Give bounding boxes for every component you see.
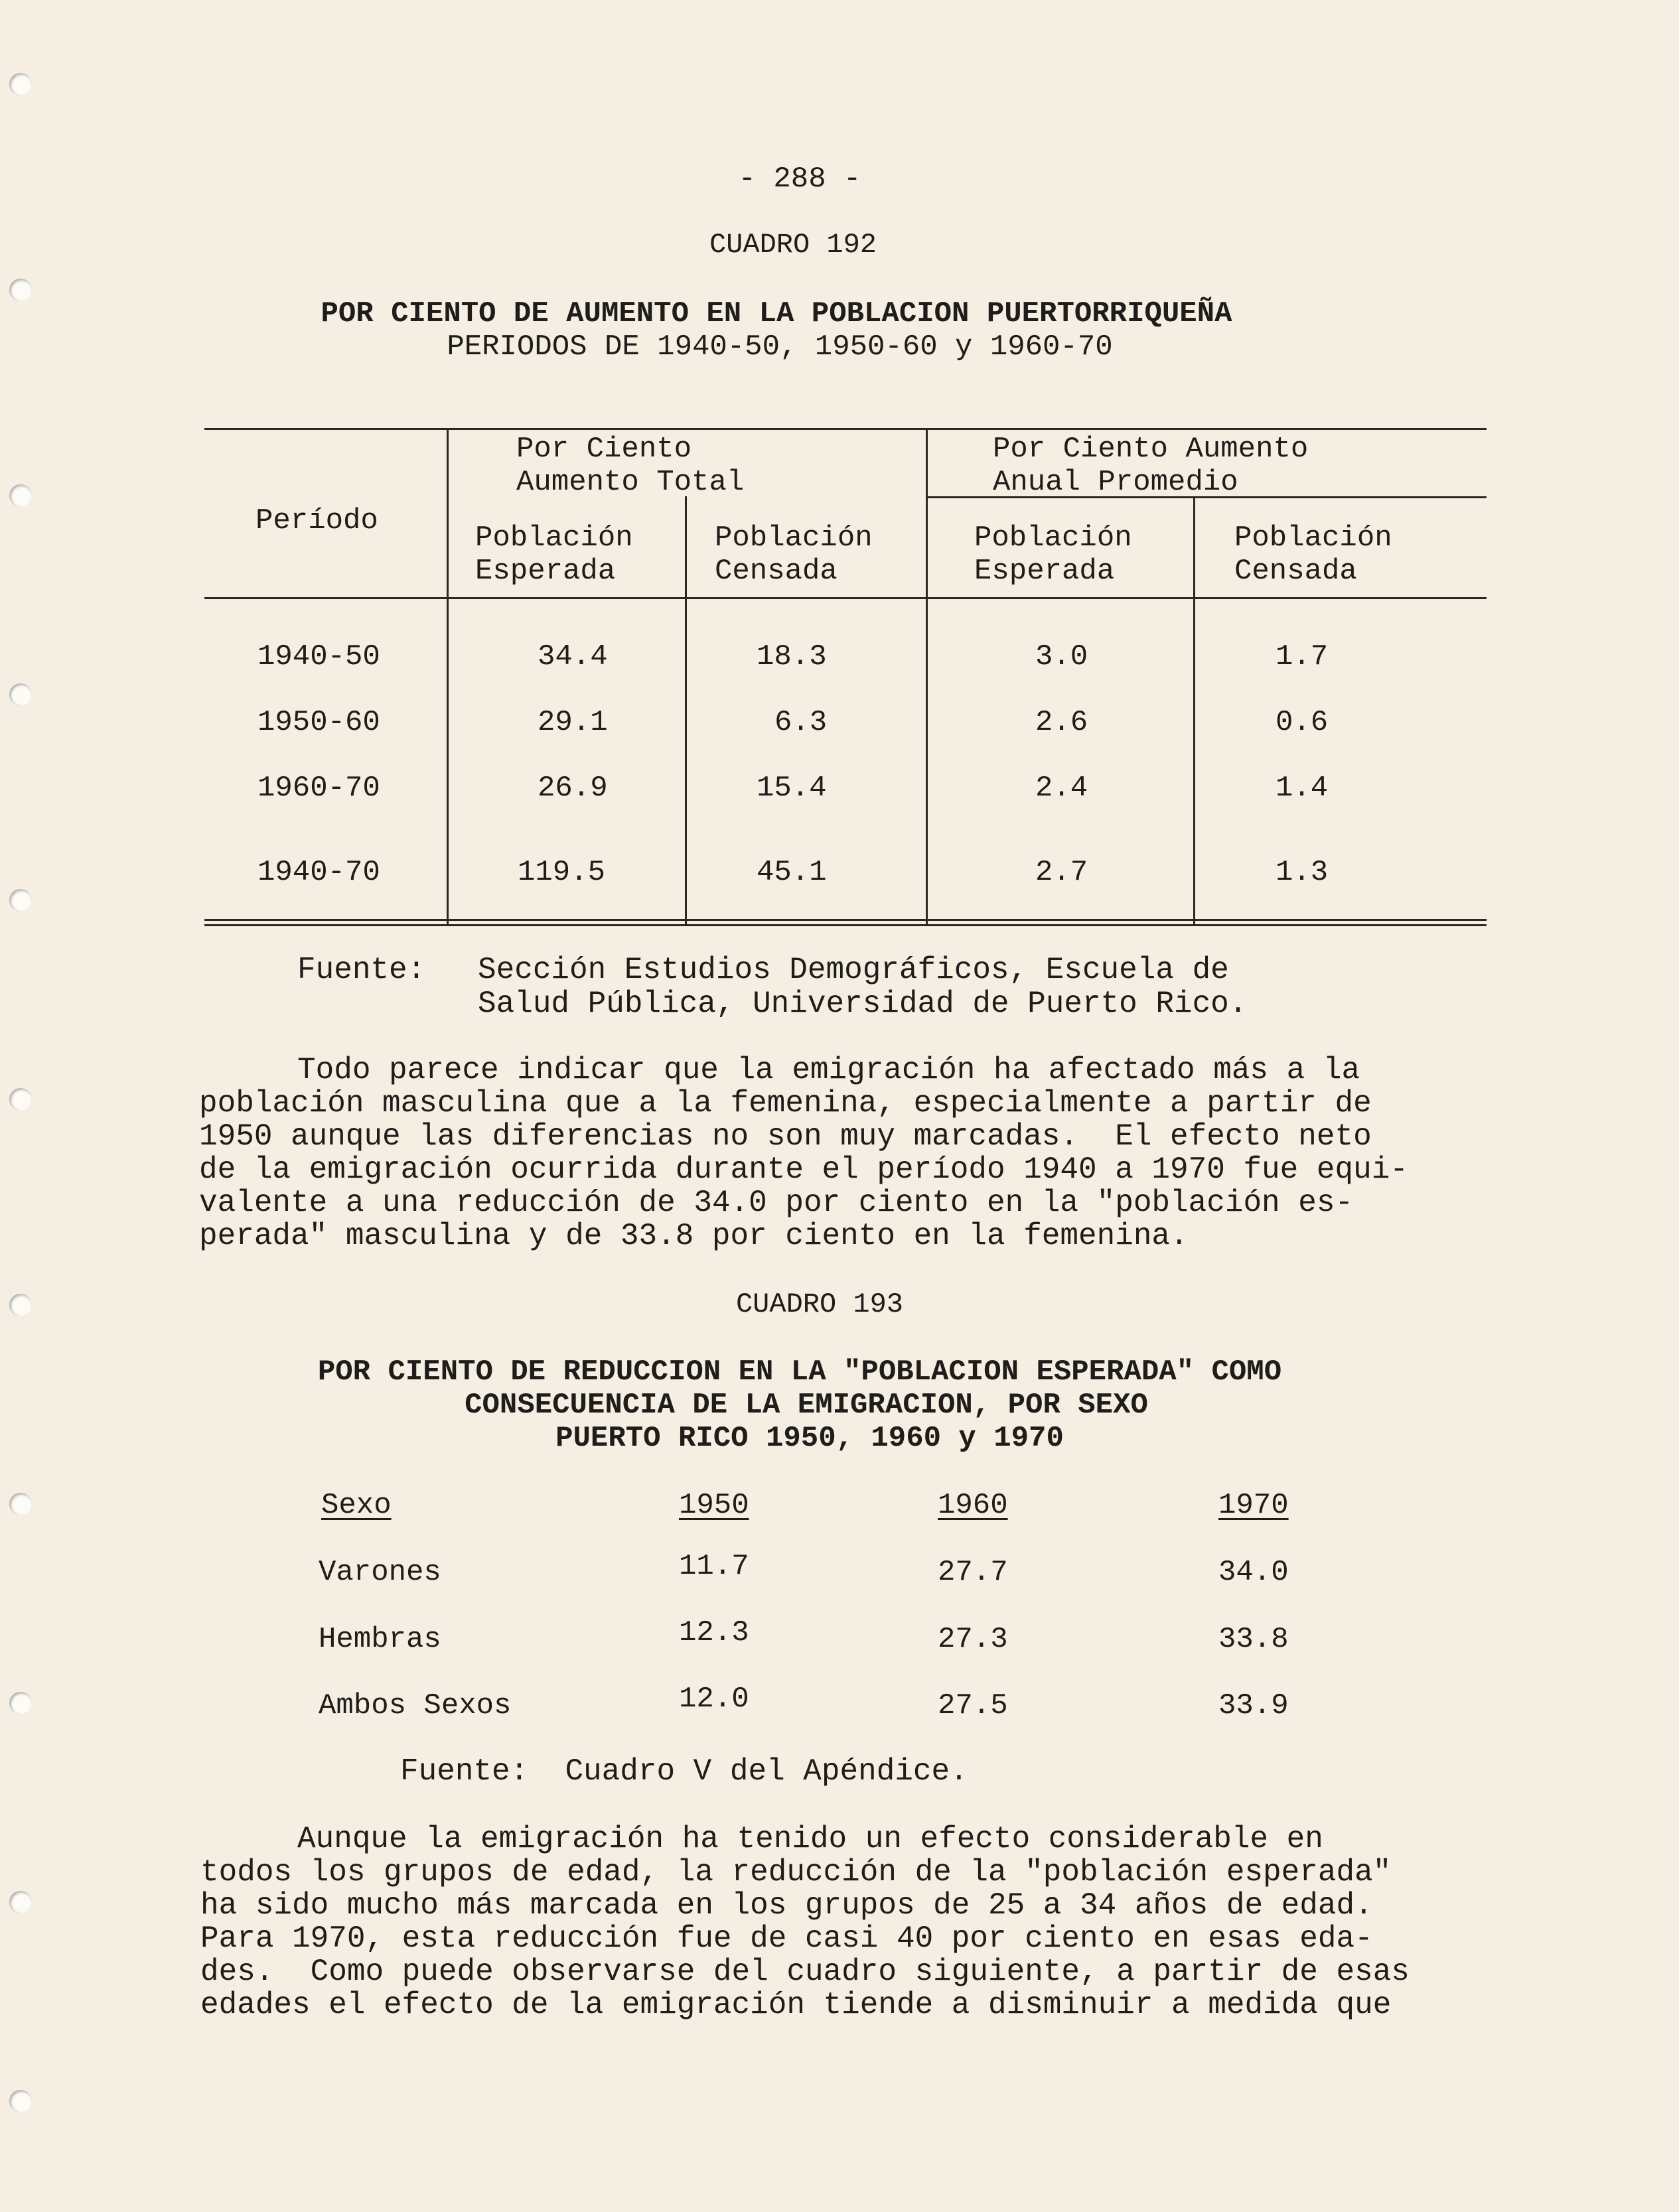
table-rule-bottom-2 — [204, 924, 1487, 926]
table-row-anual-censada: 1.4 — [1276, 772, 1329, 805]
table-row-1960: 27.7 — [938, 1556, 1008, 1589]
header-group1-line1: Por Ciento — [516, 433, 692, 466]
table-row-sexo: Hembras — [319, 1623, 441, 1656]
table-row-1950: 12.0 — [679, 1683, 749, 1716]
table-vline — [926, 428, 928, 926]
table-192-source-label: Fuente: — [297, 953, 426, 987]
table-193-source: Fuente: Cuadro V del Apéndice. — [400, 1754, 968, 1789]
paragraph-line: valente a una reducción de 34.0 por ciento en la "población es- — [199, 1186, 1354, 1220]
header-group2-line1: Por Ciento Aumento — [993, 433, 1309, 466]
header-sexo: Sexo — [321, 1489, 392, 1522]
table-row-anual-censada: 0.6 — [1276, 706, 1329, 739]
table-192-title: POR CIENTO DE AUMENTO EN LA POBLACION PUERTORRIQUEÑA — [321, 297, 1232, 330]
table-row-periodo: 1940-50 — [257, 640, 380, 673]
table-row-1970: 33.9 — [1218, 1689, 1289, 1722]
table-rule-top — [204, 428, 1487, 430]
table-vline — [447, 428, 449, 926]
table-row-sexo: Varones — [319, 1556, 441, 1589]
table-192-subtitle: PERIODOS DE 1940-50, 1950-60 y 1960-70 — [447, 330, 1113, 364]
table-row-total-censada: 15.4 — [757, 772, 827, 805]
paragraph-line: Todo parece indicar que la emigración ha afectado más a la — [297, 1053, 1360, 1087]
table-row-anual-esperada: 3.0 — [1035, 640, 1088, 673]
binder-hole — [9, 1493, 32, 1515]
header-1970: 1970 — [1218, 1489, 1289, 1522]
header-group1-line2: Aumento Total — [516, 466, 745, 499]
table-193-title-line3: PUERTO RICO 1950, 1960 y 1970 — [555, 1422, 1064, 1455]
table-192-label: CUADRO 192 — [709, 229, 877, 261]
table-row-anual-censada: 1.3 — [1276, 856, 1329, 889]
table-row-anual-censada: 1.7 — [1276, 640, 1329, 673]
paragraph-line: 1950 aunque las diferencias no son muy marcadas. El efecto neto — [199, 1119, 1372, 1154]
table-row-periodo: 1950-60 — [257, 706, 380, 739]
header-sub2-line1: Población — [715, 521, 873, 555]
table-193-label: CUADRO 193 — [735, 1288, 904, 1320]
paragraph-line: des. Como puede observarse del cuadro siguiente, a partir de esas — [200, 1955, 1410, 1989]
table-row-anual-esperada: 2.6 — [1035, 706, 1088, 739]
paragraph-line: ha sido mucho más marcada en los grupos de 25 a 34 años de edad. — [200, 1888, 1373, 1923]
table-row-total-censada: 45.1 — [757, 856, 827, 889]
paragraph-line: población masculina que a la femenina, especialmente a partir de — [199, 1086, 1372, 1121]
paragraph-line: Aunque la emigración ha tenido un efecto considerable en — [297, 1822, 1323, 1856]
paragraph-line: Para 1970, esta reducción fue de casi 40 por ciento en esas eda- — [200, 1921, 1373, 1956]
table-row-1950: 12.3 — [679, 1616, 749, 1649]
table-193-title-line1: POR CIENTO DE REDUCCION EN LA "POBLACION ESPERADA" COMO — [317, 1355, 1282, 1389]
binder-hole — [9, 73, 32, 96]
table-vline — [685, 496, 687, 926]
table-vline — [1193, 496, 1195, 926]
table-row-total-censada: 6.3 — [774, 706, 828, 739]
table-rule-header-bottom — [204, 597, 1487, 599]
paragraph-line: perada" masculina y de 33.8 por ciento en la femenina. — [199, 1219, 1189, 1253]
table-row-periodo: 1960-70 — [257, 772, 380, 805]
table-192-source-line1: Sección Estudios Demográficos, Escuela de — [478, 953, 1229, 987]
binder-hole — [9, 889, 32, 912]
binder-hole — [9, 2090, 32, 2112]
header-sub2-line2: Censada — [715, 555, 838, 588]
header-sub1-line2: Esperada — [475, 555, 616, 588]
table-row-anual-esperada: 2.7 — [1035, 856, 1088, 889]
header-sub3-line2: Esperada — [974, 555, 1115, 588]
table-row-1970: 33.8 — [1218, 1623, 1289, 1656]
header-periodo: Período — [256, 504, 378, 537]
header-sub3-line1: Población — [974, 521, 1132, 555]
paragraph-line: edades el efecto de la emigración tiende a disminuir a medida que — [200, 1988, 1392, 2022]
table-row-1960: 27.3 — [938, 1623, 1008, 1656]
paragraph-line: de la emigración ocurrida durante el período 1940 a 1970 fue equi- — [199, 1152, 1408, 1187]
table-row-total-censada: 18.3 — [757, 640, 827, 673]
table-row-total-esperada: 119.5 — [518, 856, 606, 889]
header-1950: 1950 — [679, 1489, 749, 1522]
binder-hole — [9, 1692, 32, 1714]
table-row-total-esperada: 26.9 — [538, 772, 608, 805]
table-row-1960: 27.5 — [938, 1689, 1008, 1722]
table-row-1950: 11.7 — [679, 1550, 749, 1583]
table-row-periodo: 1940-70 — [257, 856, 380, 889]
table-row-1970: 34.0 — [1218, 1556, 1289, 1589]
table-row-anual-esperada: 2.4 — [1035, 772, 1088, 805]
header-sub4-line1: Población — [1234, 521, 1392, 555]
table-row-sexo: Ambos Sexos — [319, 1689, 512, 1722]
binder-hole — [9, 1088, 32, 1111]
binder-hole — [9, 1891, 32, 1913]
binder-hole — [9, 484, 32, 507]
table-row-total-esperada: 34.4 — [538, 640, 608, 673]
header-group2-line2: Anual Promedio — [993, 466, 1238, 499]
header-sub4-line2: Censada — [1234, 555, 1357, 588]
page-number: - 288 - — [738, 163, 861, 196]
paragraph-line: todos los grupos de edad, la reducción de la "población esperada" — [200, 1855, 1392, 1890]
header-sub1-line1: Población — [475, 521, 633, 555]
table-193-title-line2: CONSECUENCIA DE LA EMIGRACION, POR SEXO — [465, 1389, 1148, 1422]
table-row-total-esperada: 29.1 — [538, 706, 608, 739]
binder-hole — [9, 683, 32, 706]
table-192-source-line2: Salud Pública, Universidad de Puerto Rico. — [478, 987, 1248, 1021]
table-rule-bottom — [204, 919, 1487, 921]
header-1960: 1960 — [938, 1489, 1008, 1522]
